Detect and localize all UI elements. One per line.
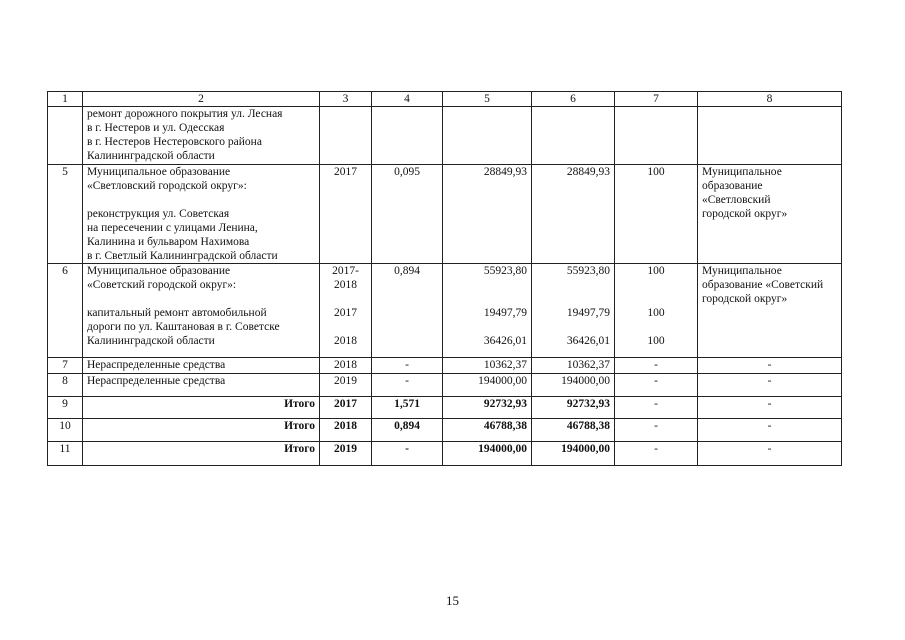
header-cell: 8: [698, 92, 842, 107]
table-row: [48, 419, 842, 442]
recipient-cell: [698, 264, 842, 358]
year-cell: 2019: [320, 374, 372, 397]
recipient-cell: [698, 165, 842, 264]
year-value: 2018: [334, 335, 357, 347]
recipient-cell: -: [698, 374, 842, 397]
row-number: 8: [48, 374, 83, 397]
header-cell: 1: [48, 92, 83, 107]
total-cost-cell: 92732,93: [443, 397, 532, 419]
row-number-cell: [48, 107, 83, 165]
total-cost-cell: 46788,38: [443, 419, 532, 442]
percent-cell: -: [615, 419, 698, 442]
table-row: [48, 397, 842, 419]
data-table: [47, 91, 842, 466]
percent-value: 100: [647, 265, 665, 277]
header-cell: 6: [532, 92, 615, 107]
length-cell: -: [372, 442, 443, 466]
subsidy-cell: 194000,00: [532, 442, 615, 466]
recipient-cell: -: [698, 442, 842, 466]
subsidy-value: 55923,80: [566, 265, 610, 277]
recipient-text: Муниципальное образование «Светловский городской округ»: [702, 166, 788, 220]
row-description: ремонт дорожного покрытия ул. Лесная в г. Нестеров и ул. Одесская в г. Нестеров Нестеровского района Калининградской области: [87, 108, 283, 162]
page-number: 15: [446, 593, 459, 608]
header-cell: 2: [83, 92, 320, 107]
subsidy-value: 36426,01: [566, 335, 610, 347]
table-row: [48, 107, 842, 165]
total-cost-value: 55923,80: [483, 265, 527, 277]
length-cell: 1,571: [372, 397, 443, 419]
recipient-cell: -: [698, 358, 842, 374]
recipient-cell: -: [698, 397, 842, 419]
total-label: Итого: [83, 442, 320, 466]
subsidy-cell: 10362,37: [532, 358, 615, 374]
total-cost-value: 19497,79: [483, 307, 527, 319]
header-cell: 4: [372, 92, 443, 107]
percent-value: 100: [647, 335, 665, 347]
total-cost-value: 36426,01: [483, 335, 527, 347]
year-cell: 2017: [320, 165, 372, 264]
total-label: Итого: [83, 397, 320, 419]
year-value: 2017: [334, 307, 357, 319]
subsidy-cell: 28849,93: [532, 165, 615, 264]
table-row: [48, 374, 842, 397]
year-cell: 2017: [320, 397, 372, 419]
work-description: реконструкция ул. Советская на пересечении с улицами Ленина, Калинина и бульваром Нахимова в г. Светлый Калининградской области: [87, 208, 278, 262]
length-cell: 0,894: [372, 264, 443, 358]
table-row: [48, 165, 842, 264]
row-number: 10: [48, 419, 83, 442]
table-header-row: [48, 92, 842, 107]
row-description: Нераспределенные средства: [83, 358, 320, 374]
total-cost-cell: 194000,00: [443, 374, 532, 397]
row-number: 11: [48, 442, 83, 466]
percent-cell: -: [615, 442, 698, 466]
year-cell: 2018: [320, 419, 372, 442]
recipient-text: Муниципальное образование «Советский городской округ»: [702, 265, 824, 305]
percent-cell: [615, 264, 698, 358]
subsidy-cell: [532, 264, 615, 358]
municipality-name: Муниципальное образование «Светловский городской округ»:: [87, 166, 247, 192]
length-cell: 0,095: [372, 165, 443, 264]
year-cell: 2018: [320, 358, 372, 374]
header-cell: 7: [615, 92, 698, 107]
length-cell: -: [372, 374, 443, 397]
row-number: 7: [48, 358, 83, 374]
year-cell: [320, 264, 372, 358]
table-row: [48, 442, 842, 466]
row-description-cell: [83, 107, 320, 165]
municipality-name: Муниципальное образование «Советский городской округ»:: [87, 265, 237, 291]
recipient-cell: -: [698, 419, 842, 442]
year-cell: 2019: [320, 442, 372, 466]
total-cost-cell: 194000,00: [443, 442, 532, 466]
header-cell: 3: [320, 92, 372, 107]
percent-cell: -: [615, 397, 698, 419]
row-number: 9: [48, 397, 83, 419]
subsidy-cell: 92732,93: [532, 397, 615, 419]
total-cost-cell: [443, 264, 532, 358]
row-description-cell: [83, 264, 320, 358]
table-row: [48, 358, 842, 374]
length-cell: 0,894: [372, 419, 443, 442]
percent-cell: 100: [615, 165, 698, 264]
subsidy-value: 19497,79: [566, 307, 610, 319]
total-label: Итого: [83, 419, 320, 442]
percent-cell: -: [615, 374, 698, 397]
subsidy-cell: 46788,38: [532, 419, 615, 442]
subsidy-cell: 194000,00: [532, 374, 615, 397]
percent-cell: -: [615, 358, 698, 374]
row-description: Нераспределенные средства: [83, 374, 320, 397]
work-description: капитальный ремонт автомобильной дороги по ул. Каштановая в г. Советске Калининградской области: [87, 307, 280, 347]
percent-value: 100: [647, 307, 665, 319]
year-span: 2017- 2018: [332, 265, 359, 291]
total-cost-cell: 10362,37: [443, 358, 532, 374]
table-row: [48, 264, 842, 358]
row-number: 5: [48, 165, 83, 264]
length-cell: -: [372, 358, 443, 374]
row-description-cell: [83, 165, 320, 264]
header-cell: 5: [443, 92, 532, 107]
total-cost-cell: 28849,93: [443, 165, 532, 264]
row-number: 6: [48, 264, 83, 358]
